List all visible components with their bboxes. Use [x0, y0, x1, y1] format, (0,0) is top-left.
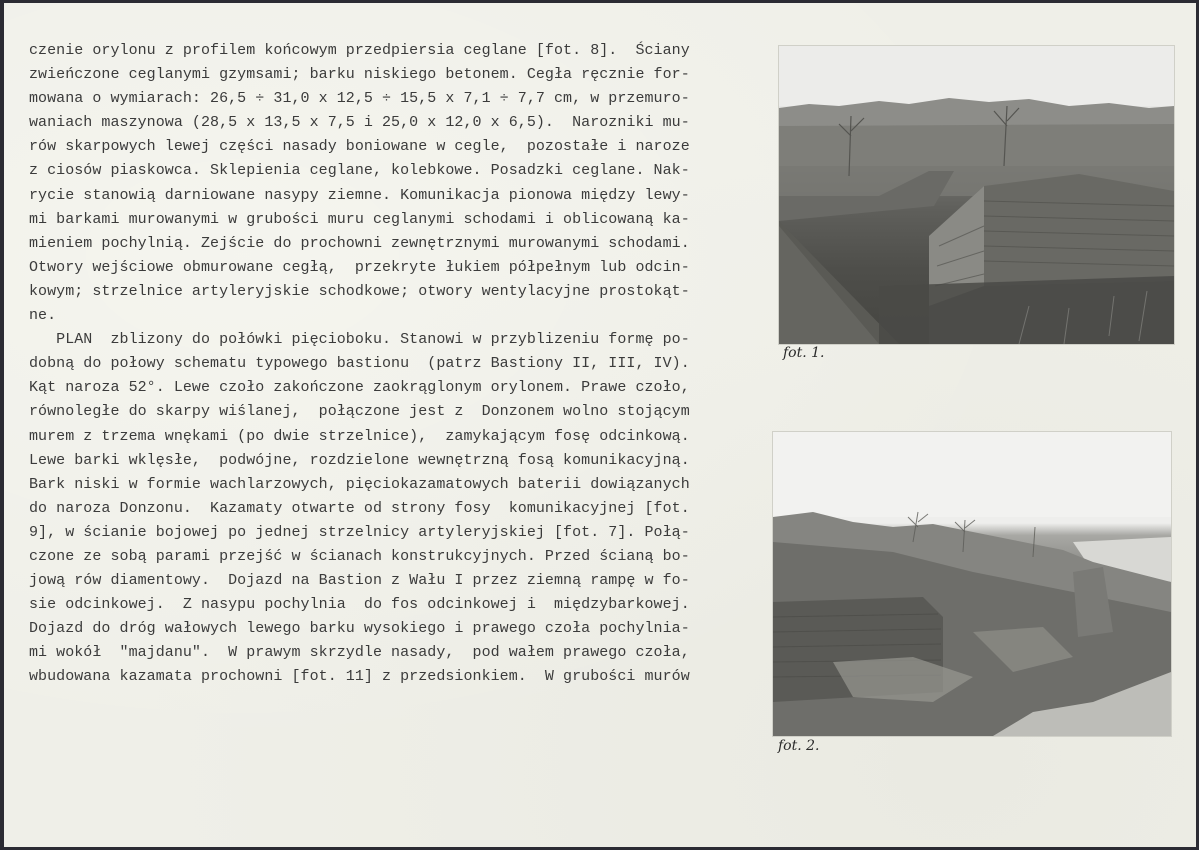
text-line: mi barkami murowanymi w grubości muru ceglanymi schodami i oblicowaną ka- — [29, 210, 690, 228]
text-line: sie odcinkowej. Z nasypu pochylnia do fos odcinkowej i międzybarkowej. — [29, 596, 690, 614]
photo-2 — [772, 431, 1172, 737]
text-line: równoległe do skarpy wiślanej, połączone jest z Donzonem wolno stojącym — [29, 403, 690, 421]
text-line: PLAN zblizony do połówki pięcioboku. Stanowi w przyblizeniu formę po- — [29, 331, 690, 349]
text-line: zwieńczone ceglanymi gzymsami; barku niskiego betonem. Cegła ręcznie for- — [29, 66, 690, 84]
text-line: Bark niski w formie wachlarzowych, pięciokazamatowych baterii dowiązanych — [29, 475, 690, 493]
text-line: mieniem pochylnią. Zejście do prochowni zewnętrznymi murowanymi schodami. — [29, 234, 690, 252]
body-text — [29, 39, 769, 690]
text-line: Otwory wejściowe obmurowane cegłą, przekryte łukiem półpełnym lub odcin- — [29, 258, 690, 276]
text-line: mi wokół "majdanu". W prawym skrzydle nasady, pod wałem prawego czoła, — [29, 644, 690, 662]
text-line: jową rów diamentowy. Dojazd na Bastion z Wału I przez ziemną rampę w fo- — [29, 572, 690, 590]
photo-1-caption: fot. 1. — [783, 345, 825, 361]
text-line: dobną do połowy schematu typowego bastionu (patrz Bastiony II, III, IV). — [29, 355, 690, 373]
text-line: murem z trzema wnękami (po dwie strzelnice), zamykającym fosę odcinkową. — [29, 427, 690, 445]
text-line: wbudowana kazamata prochowni [fot. 11] z przedsionkiem. W grubości murów — [29, 668, 690, 686]
scanned-page — [4, 3, 1196, 847]
bastion-wall-photo — [779, 46, 1174, 344]
text-line: czenie orylonu z profilem końcowym przedpiersia ceglane [fot. 8]. Ściany — [29, 42, 690, 59]
text-line: do naroza Donzonu. Kazamaty otwarte od strony fosy komunikacyjnej [fot. — [29, 499, 690, 517]
text-line: z ciosów piaskowca. Sklepienia ceglane, kolebkowe. Posadzki ceglane. Nak- — [29, 162, 690, 180]
text-line: waniach maszynowa (28,5 x 13,5 x 7,5 i 25,0 x 12,0 x 6,5). Narozniki mu- — [29, 114, 690, 132]
text-line: rów skarpowych lewej części nasady boniowane w cegle, pozostałe i naroze — [29, 138, 690, 156]
text-line: Lewe barki wklęsłe, podwójne, rozdzielone wewnętrzną fosą komunikacyjną. — [29, 451, 690, 469]
text-line: rycie stanowią darniowane nasypy ziemne. Komunikacja pionowa między lewy- — [29, 186, 690, 204]
text-line: Kąt naroza 52°. Lewe czoło zakończone zaokrąglonym orylonem. Prawe czoło, — [29, 379, 690, 397]
photo-2-caption: fot. 2. — [778, 738, 820, 754]
text-line: kowym; strzelnice artyleryjskie schodkowe; otwory wentylacyjne prostokąt- — [29, 282, 690, 300]
text-line: ne. — [29, 307, 57, 325]
text-line: czone ze sobą parami przejść w ścianach konstrukcyjnych. Przed ścianą bo- — [29, 547, 690, 565]
ruined-wall-photo — [773, 432, 1171, 736]
text-line: Dojazd do dróg wałowych lewego barku wysokiego i prawego czoła pochylnia- — [29, 620, 690, 638]
text-line: 9], w ścianie bojowej po jednej strzelnicy artyleryjskiej [fot. 7]. Połą- — [29, 523, 690, 541]
text-line: mowana o wymiarach: 26,5 ÷ 31,0 x 12,5 ÷ 15,5 x 7,1 ÷ 7,7 cm, w przemuro- — [29, 90, 690, 108]
photo-1 — [778, 45, 1175, 345]
